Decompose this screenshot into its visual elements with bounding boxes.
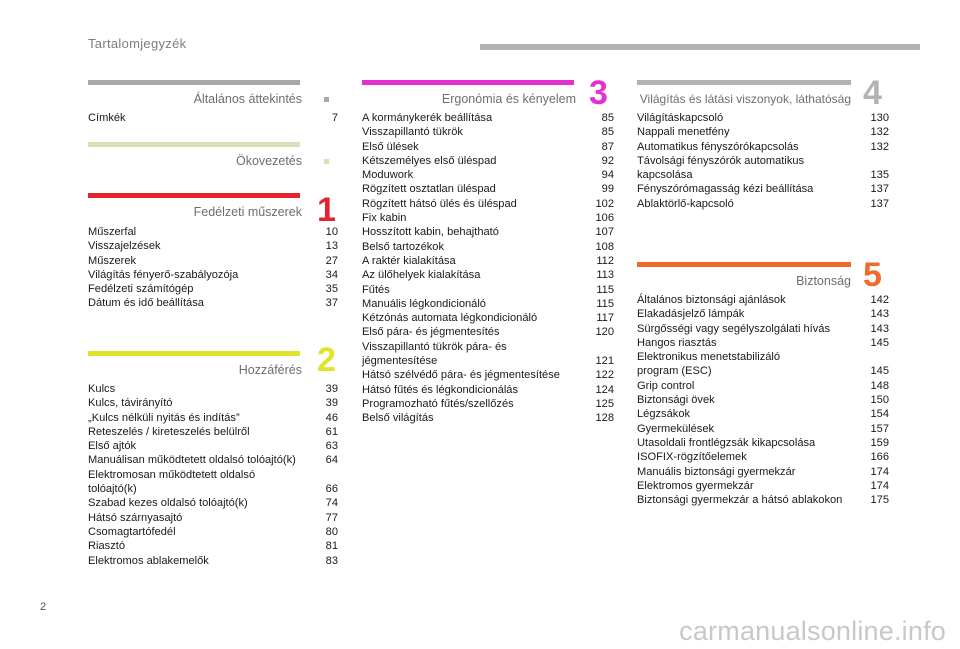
toc-entry-page: 77: [325, 511, 338, 524]
toc-entry-label: Kétzónás automata légkondicionáló: [362, 312, 538, 325]
toc-entry[interactable]: [637, 407, 889, 421]
toc-entry-page: 85: [601, 126, 614, 139]
toc-entry[interactable]: [362, 111, 614, 125]
toc-entry-label: Ablaktörlő-kapcsoló: [637, 197, 734, 210]
toc-entry-page: 108: [595, 240, 614, 253]
toc-entry[interactable]: [362, 340, 614, 369]
toc-entry-page: 142: [870, 294, 889, 306]
toc-entry[interactable]: [362, 297, 614, 311]
toc-entry-label: Elektromosan működtetett oldalsó tolóajtó(k): [88, 468, 256, 496]
toc-entry[interactable]: [362, 283, 614, 297]
toc-entry[interactable]: [88, 296, 338, 310]
toc-entry[interactable]: [88, 525, 338, 539]
toc-entry[interactable]: [88, 382, 338, 396]
toc-entry-label: Fényszórómagasság kézi beállítása: [637, 183, 814, 196]
toc-entry-page: 106: [595, 212, 614, 225]
toc-entry-label: Csomagtartófedél: [88, 525, 176, 538]
toc-entry-label: Manuális légkondicionáló: [362, 297, 486, 310]
toc-entry-page: 125: [595, 397, 614, 410]
toc-entry-page: 174: [870, 465, 889, 478]
section-items: [637, 111, 889, 211]
toc-entry-label: Reteszelés / kireteszelés belülről: [88, 425, 250, 438]
toc-entry-page: 7: [331, 112, 338, 124]
toc-entry-label: Rögzített osztatlan üléspad: [362, 183, 496, 196]
toc-entry[interactable]: [362, 168, 614, 182]
toc-entry[interactable]: [637, 154, 889, 183]
toc-entry-page: 10: [325, 226, 338, 238]
toc-entry-page: 34: [325, 268, 338, 281]
toc-entry-label: Általános biztonsági ajánlások: [637, 294, 786, 306]
section-number: 5: [863, 256, 882, 294]
toc-entry[interactable]: [362, 211, 614, 225]
toc-entry-label: Műszerfal: [88, 226, 137, 238]
toc-entry-page: 137: [870, 183, 889, 196]
toc-entry-label: Automatikus fényszórókapcsolás: [637, 140, 799, 153]
toc-entry[interactable]: [88, 396, 338, 410]
toc-entry-label: Belső tartozékok: [362, 240, 445, 253]
toc-entry-label: Sürgősségi vagy segélyszolgálati hívás: [637, 322, 831, 335]
toc-entry[interactable]: [637, 379, 889, 393]
toc-entry-label: Fix kabin: [362, 212, 407, 225]
toc-entry-label: Visszapillantó tükrök pára- és jégmentesítése: [362, 340, 507, 368]
toc-entry[interactable]: [88, 239, 338, 253]
section-title: Világítás és látási viszonyok, láthatóság: [639, 92, 851, 106]
toc-entry[interactable]: [637, 111, 889, 125]
section-color-bar: [88, 193, 300, 198]
section-items: [362, 111, 614, 426]
toc-entry[interactable]: [637, 422, 889, 436]
section-items: [637, 293, 889, 507]
toc-entry[interactable]: [637, 450, 889, 464]
toc-entry-label: Távolsági fényszórók automatikus kapcsolása: [637, 154, 805, 182]
toc-entry[interactable]: [88, 554, 338, 568]
toc-entry-label: Gyermekülések: [637, 422, 715, 435]
toc-entry-page: 124: [595, 383, 614, 396]
toc-entry[interactable]: [362, 268, 614, 282]
toc-entry-page: 115: [596, 297, 614, 310]
toc-entry[interactable]: [362, 411, 614, 425]
toc-entry[interactable]: [362, 325, 614, 339]
toc-entry-page: 117: [596, 312, 614, 325]
toc-entry-page: 27: [325, 254, 338, 267]
toc-entry-label: Hátsó fűtés és légkondicionálás: [362, 383, 519, 396]
toc-entry[interactable]: [637, 493, 889, 507]
toc-entry[interactable]: [637, 197, 889, 211]
toc-entry-page: 128: [595, 412, 614, 425]
toc-entry-page: 64: [325, 454, 338, 467]
toc-entry-label: Hátsó szárnyasajtó: [88, 511, 183, 524]
toc-entry[interactable]: [88, 425, 338, 439]
section-color-bar: [88, 142, 300, 147]
toc-entry-label: Hátsó szélvédő pára- és jégmentesítése: [362, 369, 560, 382]
toc-entry-label: Első pára- és jégmentesítés: [362, 326, 500, 339]
toc-entry-page: 102: [595, 197, 614, 210]
toc-entry[interactable]: [637, 182, 889, 196]
toc-entry-label: Címkék: [88, 112, 126, 124]
toc-entry[interactable]: [362, 140, 614, 154]
toc-entry-page: 157: [870, 422, 889, 435]
toc-entry-page: 61: [325, 425, 338, 438]
toc-entry[interactable]: [88, 111, 338, 125]
page-number: 2: [40, 601, 47, 613]
toc-entry-label: Manuális biztonsági gyermekzár: [637, 465, 796, 478]
toc-entry[interactable]: [362, 154, 614, 168]
toc-entry-page: 145: [870, 365, 889, 378]
toc-entry[interactable]: [637, 293, 889, 307]
toc-entry[interactable]: [637, 307, 889, 321]
toc-entry-page: 121: [595, 355, 614, 368]
toc-entry[interactable]: [88, 411, 338, 425]
toc-entry-page: 80: [325, 525, 338, 538]
toc-entry[interactable]: [362, 240, 614, 254]
toc-entry-label: A kormánykerék beállítása: [362, 112, 493, 124]
toc-entry-label: Belső világítás: [362, 412, 434, 425]
section-title: Általános áttekintés: [193, 92, 302, 106]
toc-entry-page: 137: [870, 197, 889, 210]
toc-entry-page: 35: [325, 283, 338, 296]
toc-entry[interactable]: [88, 453, 338, 467]
toc-entry-label: Riasztó: [88, 540, 125, 553]
section-number: 1: [317, 191, 336, 229]
toc-entry[interactable]: [88, 225, 338, 239]
toc-entry-label: ISOFIX-rögzítőelemek: [637, 451, 747, 464]
section-title: Hozzáférés: [238, 363, 302, 377]
toc-entry-label: Nappali menetfény: [637, 126, 730, 139]
section-title: Biztonság: [796, 274, 851, 288]
toc-entry[interactable]: [637, 350, 889, 379]
toc-entry-page: 99: [601, 183, 614, 196]
section-title: Fedélzeti műszerek: [193, 205, 302, 219]
toc-entry[interactable]: [88, 539, 338, 553]
toc-entry-label: Grip control: [637, 379, 695, 392]
toc-entry-page: 113: [596, 269, 614, 282]
toc-entry-page: 46: [325, 411, 338, 424]
toc-entry-label: Kulcs: [88, 383, 116, 395]
toc-entry[interactable]: [362, 254, 614, 268]
toc-entry[interactable]: [362, 397, 614, 411]
toc-entry[interactable]: [362, 197, 614, 211]
section-items: [88, 111, 338, 125]
toc-entry-page: 83: [325, 554, 338, 567]
toc-entry-label: Biztonsági gyermekzár a hátsó ablakokon: [637, 494, 843, 507]
toc-entry-page: 92: [601, 154, 614, 167]
page-header-title: Tartalomjegyzék: [88, 36, 187, 51]
toc-entry-page: 39: [325, 397, 338, 410]
toc-entry-label: Biztonsági övek: [637, 394, 715, 407]
toc-entry-label: Fedélzeti számítógép: [88, 283, 194, 296]
toc-entry-page: 132: [870, 140, 889, 153]
toc-entry-page: 37: [325, 297, 338, 310]
toc-entry[interactable]: [88, 268, 338, 282]
watermark: carmanualsonline.info: [679, 616, 946, 646]
toc-entry[interactable]: [637, 479, 889, 493]
toc-entry-page: 143: [870, 322, 889, 335]
toc-entry-label: Hosszított kabin, behajtható: [362, 226, 499, 239]
section-number: 4: [863, 74, 882, 112]
toc-entry-page: 120: [595, 326, 614, 339]
toc-entry[interactable]: [637, 436, 889, 450]
toc-entry-page: 115: [596, 283, 614, 296]
toc-entry[interactable]: [362, 225, 614, 239]
toc-entry[interactable]: [88, 254, 338, 268]
toc-entry-page: 148: [870, 379, 889, 392]
toc-entry-page: 66: [325, 483, 338, 496]
section-title: Ökovezetés: [235, 154, 302, 168]
toc-entry-page: 81: [325, 540, 338, 553]
toc-entry-label: Elektronikus menetstabilizáló program (ESC): [637, 351, 781, 378]
toc-entry-label: Első ülések: [362, 140, 419, 153]
toc-entry-label: „Kulcs nélküli nyitás és indítás”: [88, 411, 240, 424]
toc-entry[interactable]: [637, 393, 889, 407]
toc-entry-label: Moduwork: [362, 169, 414, 182]
toc-entry-page: 135: [870, 169, 889, 182]
toc-entry-page: 87: [601, 140, 614, 153]
toc-entry-page: 166: [870, 451, 889, 464]
toc-entry[interactable]: [637, 322, 889, 336]
toc-entry-label: Kulcs, távirányító: [88, 397, 173, 410]
toc-entry[interactable]: [88, 468, 338, 497]
toc-entry-label: Utasoldali frontlégzsák kikapcsolása: [637, 436, 816, 449]
toc-entry-page: 174: [870, 479, 889, 492]
toc-entry[interactable]: [637, 140, 889, 154]
toc-entry[interactable]: [88, 282, 338, 296]
section-items: [88, 225, 338, 311]
toc-entry-label: A raktér kialakítása: [362, 254, 456, 267]
toc-entry-label: Műszerek: [88, 254, 137, 267]
toc-entry-page: 150: [870, 394, 889, 407]
section-marker-dot: [324, 159, 329, 164]
section-number: 3: [589, 74, 608, 112]
section-color-bar: [88, 351, 300, 356]
toc-entry-page: 63: [325, 440, 338, 453]
toc-entry-label: Első ajtók: [88, 440, 137, 453]
toc-entry-page: 143: [870, 308, 889, 321]
toc-entry[interactable]: [362, 383, 614, 397]
toc-entry-page: 175: [870, 494, 889, 507]
toc-entry-page: 85: [601, 112, 614, 124]
toc-entry[interactable]: [637, 465, 889, 479]
toc-entry-page: 107: [595, 226, 614, 239]
section-number: 2: [317, 341, 336, 379]
toc-entry[interactable]: [637, 336, 889, 350]
section-title: Ergonómia és kényelem: [441, 92, 576, 106]
section-color-bar: [88, 80, 300, 85]
toc-entry-label: Visszapillantó tükrök: [362, 126, 463, 139]
section-marker-dot: [324, 97, 329, 102]
header-bar: [480, 44, 920, 50]
toc-entry-page: 122: [595, 369, 614, 382]
toc-entry-page: 112: [596, 254, 614, 267]
toc-entry-label: Elektromos gyermekzár: [637, 479, 754, 492]
toc-entry[interactable]: [362, 125, 614, 139]
section-color-bar: [362, 80, 574, 85]
toc-entry-label: Kétszemélyes első üléspad: [362, 154, 497, 167]
toc-entry[interactable]: [362, 311, 614, 325]
toc-entry-page: 94: [601, 169, 614, 182]
toc-entry-page: 159: [870, 436, 889, 449]
toc-entry-label: Elakadásjelző lámpák: [637, 308, 745, 321]
toc-entry-label: Az ülőhelyek kialakítása: [362, 269, 481, 282]
toc-entry-label: Rögzített hátsó ülés és üléspad: [362, 197, 517, 210]
toc-entry[interactable]: [88, 439, 338, 453]
toc-entry-label: Dátum és idő beállítása: [88, 297, 204, 310]
toc-entry-label: Hangos riasztás: [637, 336, 717, 349]
toc-entry-page: 39: [325, 383, 338, 395]
toc-entry-page: 74: [325, 497, 338, 510]
toc-entry-label: Manuálisan működtetett oldalsó tolóajtó(k): [88, 454, 296, 467]
toc-entry[interactable]: [362, 182, 614, 196]
toc-entry-page: 154: [870, 408, 889, 421]
toc-entry-label: Szabad kezes oldalsó tolóajtó(k): [88, 497, 248, 510]
section-color-bar: [637, 80, 851, 85]
toc-entry[interactable]: [88, 511, 338, 525]
toc-entry[interactable]: [362, 368, 614, 382]
toc-entry-label: Világításkapcsoló: [637, 112, 724, 124]
toc-entry-label: Légzsákok: [637, 408, 691, 421]
toc-entry[interactable]: [637, 125, 889, 139]
toc-entry-page: 130: [870, 112, 889, 124]
toc-entry[interactable]: [88, 496, 338, 510]
toc-entry-label: Fűtés: [362, 283, 390, 296]
toc-entry-label: Programozható fűtés/szellőzés: [362, 397, 514, 410]
toc-entry-page: 13: [325, 240, 338, 253]
toc-entry-page: 145: [870, 336, 889, 349]
toc-entry-label: Világítás fényerő-szabályozója: [88, 268, 239, 281]
toc-entry-label: Elektromos ablakemelők: [88, 554, 209, 567]
toc-entry-page: 132: [870, 126, 889, 139]
section-items: [88, 382, 338, 568]
toc-entry-label: Visszajelzések: [88, 240, 161, 253]
section-color-bar: [637, 262, 851, 267]
